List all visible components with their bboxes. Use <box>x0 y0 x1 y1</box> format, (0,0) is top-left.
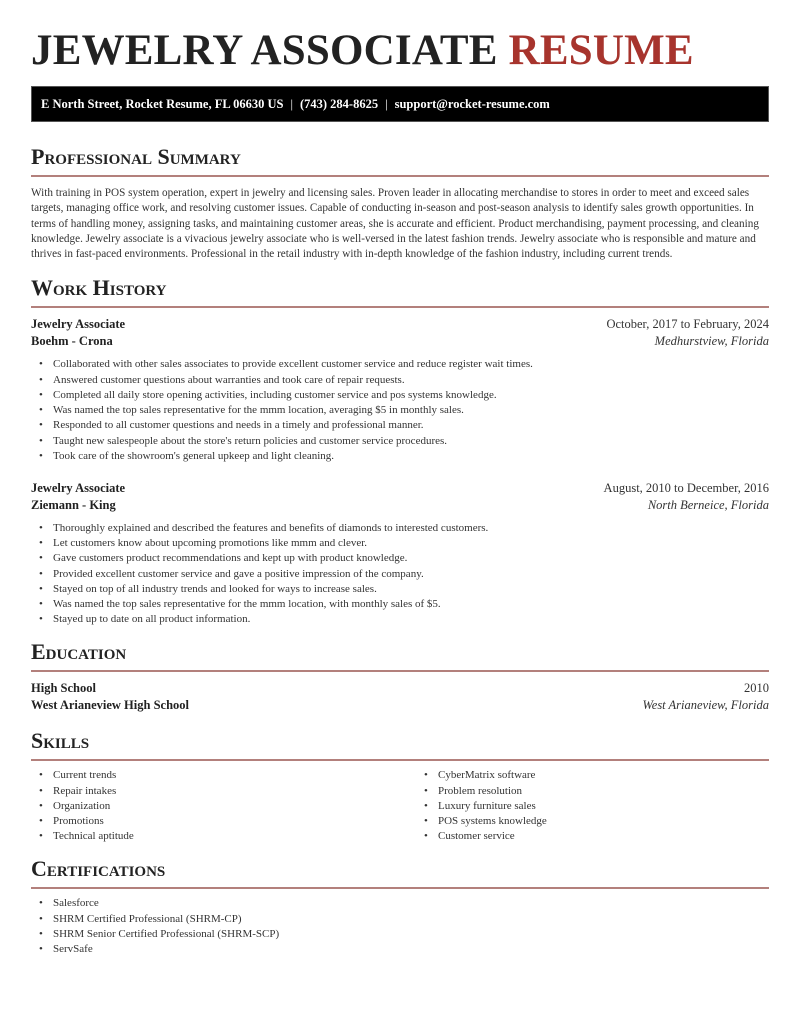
skill-item: • Technical aptitude <box>53 829 416 844</box>
certification-item: • ServSafe <box>53 942 769 957</box>
certification-item: • Salesforce <box>53 896 769 911</box>
education-year: 2010 <box>744 681 769 696</box>
skills-column-right <box>416 768 800 844</box>
section-heading: Certifications <box>31 857 769 889</box>
title-main: JEWELRY ASSOCIATE <box>31 27 498 74</box>
resume-title <box>31 0 769 74</box>
list-item: • Thoroughly explained and described the features and benefits of diamonds to interested customers. <box>53 521 769 536</box>
skills-column-left <box>31 768 416 844</box>
education-location: West Arianeview, Florida <box>642 698 769 713</box>
list-item: • Provided excellent customer service and gave a positive impression of the company. <box>53 567 769 582</box>
education-section <box>31 640 769 714</box>
job-company: Ziemann - King <box>31 497 116 512</box>
certification-item: • SHRM Senior Certified Professional (SHRM-SCP) <box>53 927 769 942</box>
contact-separator: | <box>385 97 388 111</box>
list-item: • Taught new salespeople about the store's return policies and customer service procedures. <box>53 434 769 449</box>
job-entry <box>31 480 769 627</box>
skill-item: • Promotions <box>53 814 416 829</box>
section-heading: Skills <box>31 729 769 761</box>
job-dates: October, 2017 to February, 2024 <box>606 317 769 332</box>
job-bullets <box>31 521 769 627</box>
job-bullets <box>31 357 769 463</box>
list-item: • Responded to all customer questions and needs in a timely and professional manner. <box>53 418 769 433</box>
contact-address: E North Street, Rocket Resume, FL 06630 US <box>41 97 284 111</box>
certifications-section <box>31 857 769 957</box>
certification-item: • SHRM Certified Professional (SHRM-CP) <box>53 912 769 927</box>
contact-bar <box>31 86 769 122</box>
list-item: • Collaborated with other sales associates to provide excellent customer service and reduce register wait times. <box>53 357 769 372</box>
list-item: • Stayed up to date on all product information. <box>53 612 769 627</box>
professional-summary-section <box>31 145 769 262</box>
job-dates: August, 2010 to December, 2016 <box>603 480 769 495</box>
education-degree: High School <box>31 681 96 696</box>
summary-text: With training in POS system operation, expert in jewelry and licensing sales. Proven leader in allocating merchandise to stores in order to meet and exceed sales targets, managing office work, and resolving customer issues. Capable of conducting in-season and post-season analysis to identify sales growth opportunities. In terms of handling money, assigning tasks, and maintaining customer areas, she is accurate and efficient. Product merchandising, payment processing, and cleaning knowledge. Jewelry associate is a vivacious jewelry associate who is well-versed in the latest fashion trends. Jewelry associate who is responsible and mature and thrives in fast-paced environments. Professional in the retail industry with in-depth knowledge of the fashion industry, including current trends. <box>31 187 759 261</box>
skill-item: • Customer service <box>438 829 800 844</box>
list-item: • Was named the top sales representative for the mmm location, with monthly sales of $5. <box>53 597 769 612</box>
contact-phone[interactable]: (743) 284-8625 <box>299 97 379 111</box>
job-title: Jewelry Associate <box>31 480 126 495</box>
education-school: West Arianeview High School <box>31 698 189 713</box>
skill-item: • Current trends <box>53 768 416 783</box>
skill-item: • Repair intakes <box>53 784 416 799</box>
list-item: • Stayed on top of all industry trends and looked for ways to increase sales. <box>53 582 769 597</box>
skill-item: • POS systems knowledge <box>438 814 800 829</box>
section-heading: Education <box>31 640 769 672</box>
skill-item: • Organization <box>53 799 416 814</box>
skill-item: • Luxury furniture sales <box>438 799 800 814</box>
skills-grid <box>31 761 769 844</box>
list-item: • Took care of the showroom's general upkeep and light cleaning. <box>53 449 769 464</box>
certifications-list <box>31 896 769 957</box>
job-entry <box>31 316 769 463</box>
job-location: North Berneice, Florida <box>647 497 769 512</box>
list-item: • Answered customer questions about warranties and took care of repair requests. <box>53 373 769 388</box>
title-accent: RESUME <box>508 27 694 74</box>
education-entry <box>31 680 769 714</box>
skills-section <box>31 729 769 844</box>
section-heading: Work History <box>31 276 769 308</box>
list-item: • Completed all daily store opening activities, including customer service and pos systems knowledge. <box>53 388 769 403</box>
skill-item: • CyberMatrix software <box>438 768 800 783</box>
job-company: Boehm - Crona <box>31 334 113 349</box>
contact-email[interactable]: support@rocket-resume.com <box>394 97 550 111</box>
skill-item: • Problem resolution <box>438 784 800 799</box>
work-history-section <box>31 276 769 627</box>
job-title: Jewelry Associate <box>31 317 126 332</box>
list-item: • Gave customers product recommendations and kept up with product knowledge. <box>53 551 769 566</box>
contact-separator: | <box>290 97 293 111</box>
job-location: Medhurstview, Florida <box>654 334 769 349</box>
list-item: • Let customers know about upcoming promotions like mmm and clever. <box>53 536 769 551</box>
section-heading: Professional Summary <box>31 145 769 177</box>
list-item: • Was named the top sales representative for the mmm location, averaging $5 in monthly sales. <box>53 403 769 418</box>
